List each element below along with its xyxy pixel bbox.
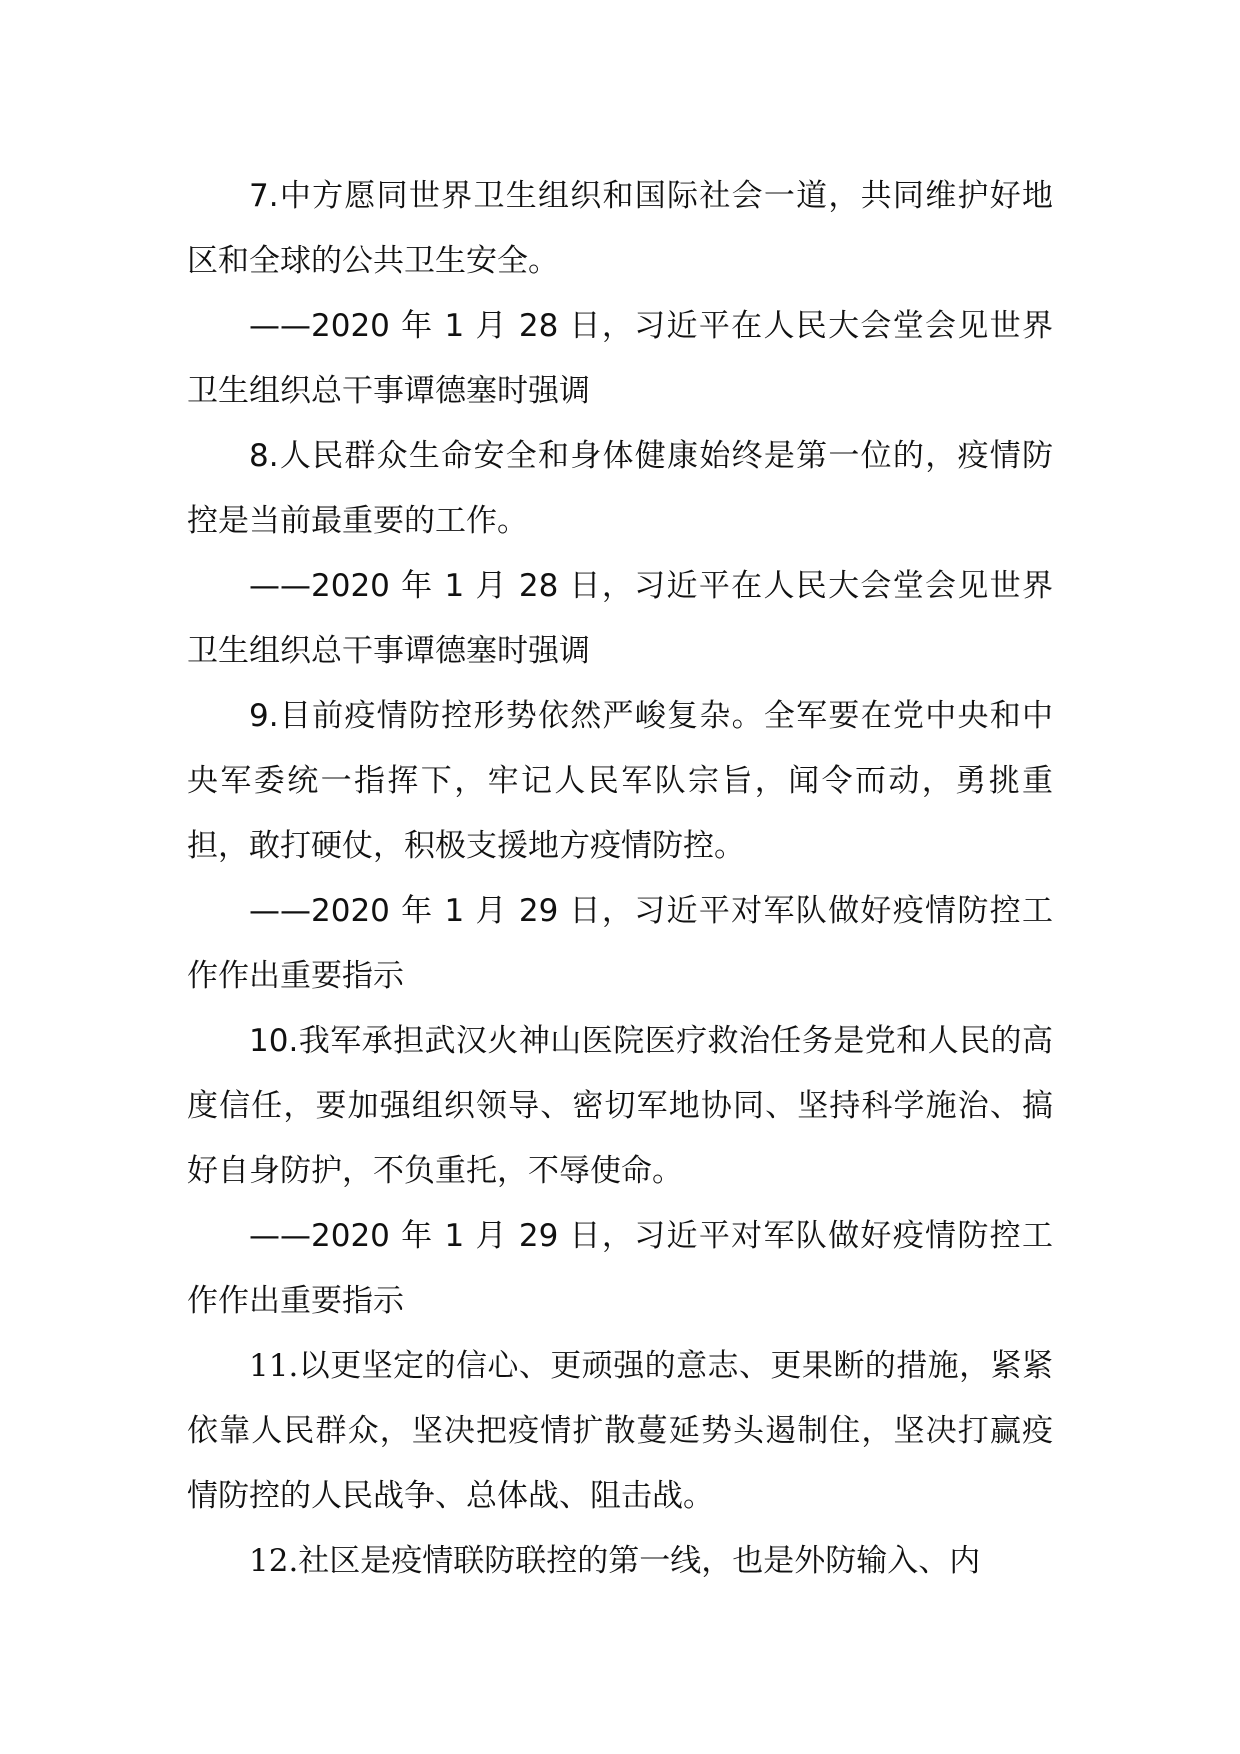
- paragraph-attribution: ——2020 年 1 月 29 日，习近平对军队做好疫情防控工作作出重要指示: [187, 893, 1053, 994]
- paragraph-attribution: ——2020 年 1 月 28 日，习近平在人民大会堂会见世界卫生组织总干事谭德塞时强调: [187, 308, 1053, 409]
- paragraph-quote-8: 8.人民群众生命安全和身体健康始终是第一位的，疫情防控是当前最重要的工作。: [187, 438, 1053, 539]
- paragraph-quote-7: 7.中方愿同世界卫生组织和国际社会一道，共同维护好地区和全球的公共卫生安全。: [187, 178, 1053, 279]
- paragraph-attribution: ——2020 年 1 月 28 日，习近平在人民大会堂会见世界卫生组织总干事谭德塞时强调: [187, 568, 1053, 669]
- paragraph-quote-11: 11.以更坚定的信心、更顽强的意志、更果断的措施，紧紧依靠人民群众，坚决把疫情扩散蔓延势头遏制住，坚决打赢疫情防控的人民战争、总体战、阻击战。: [187, 1348, 1053, 1514]
- document-body: [187, 164, 1053, 1594]
- paragraph-quote-12: 12.社区是疫情联防联控的第一线，也是外防输入、内: [249, 1543, 981, 1579]
- paragraph-attribution: ——2020 年 1 月 29 日，习近平对军队做好疫情防控工作作出重要指示: [187, 1218, 1053, 1319]
- paragraph-quote-9: 9.目前疫情防控形势依然严峻复杂。全军要在党中央和中央军委统一指挥下，牢记人民军队宗旨，闻令而动，勇挑重担，敢打硬仗，积极支援地方疫情防控。: [187, 698, 1053, 864]
- paragraph-quote-10: 10.我军承担武汉火神山医院医疗救治任务是党和人民的高度信任，要加强组织领导、密切军地协同、坚持科学施治、搞好自身防护，不负重托，不辱使命。: [187, 1023, 1053, 1189]
